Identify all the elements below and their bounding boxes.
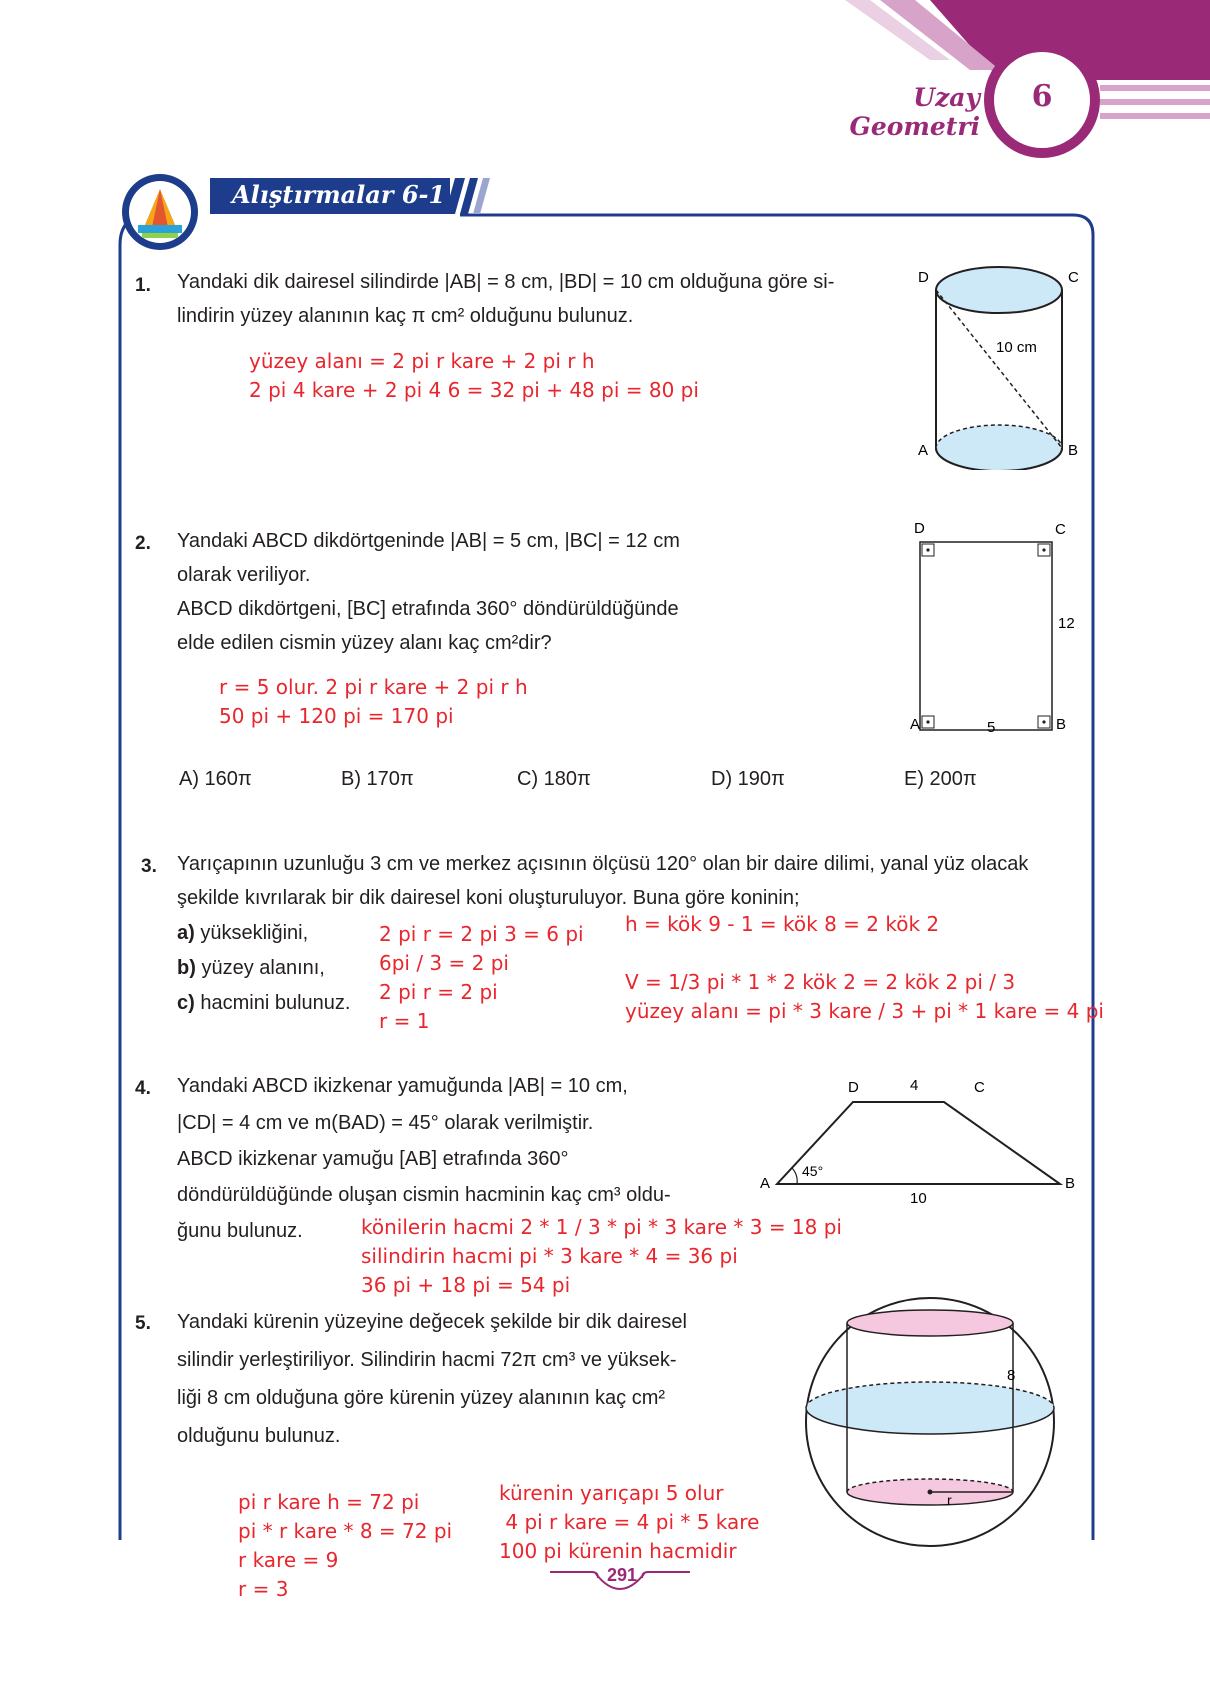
question-4-line-3: ABCD ikizkenar yamuğu [AB] etrafında 360°	[177, 1148, 569, 1170]
question-3-handwriting-left-1: 2 pi r = 2 pi 3 = 6 pi	[379, 922, 584, 946]
question-3-part-c-text: hacmini bulunuz.	[200, 992, 351, 1014]
cylinder-label-b: B	[1068, 442, 1079, 459]
question-3-part-a-key: a)	[177, 922, 195, 944]
question-1-line-1: Yandaki dik dairesel silindirde |AB| = 8 cm, |BD| = 10 cm olduğuna göre si-	[177, 271, 835, 293]
question-5-line-4: olduğunu bulunuz.	[177, 1425, 341, 1447]
question-4-number: 4.	[135, 1078, 151, 1099]
question-4-handwriting-3: 36 pi + 18 pi = 54 pi	[361, 1273, 571, 1297]
rectangle-label-c: C	[1055, 521, 1066, 538]
question-5-handwriting-right-2: 4 pi r kare = 4 pi * 5 kare	[499, 1510, 760, 1534]
trapezoid-label-d: D	[848, 1079, 859, 1096]
question-1-handwriting-2: 2 pi 4 kare + 2 pi 4 6 = 32 pi + 48 pi = 80 pi	[249, 378, 699, 402]
question-2-option-b[interactable]: B) 170π	[341, 768, 414, 790]
question-5-handwriting-left-2: pi * r kare * 8 = 72 pi	[238, 1519, 453, 1543]
question-3-handwriting-right-top: h = kök 9 - 1 = kök 8 = 2 kök 2	[625, 912, 940, 936]
question-2-handwriting-2: 50 pi + 120 pi = 170 pi	[219, 704, 454, 728]
cylinder-label-a: A	[918, 442, 929, 459]
question-2-line-4: elde edilen cismin yüzey alanı kaç cm²dir?	[177, 632, 552, 654]
sphere-label-height: 8	[1007, 1367, 1016, 1384]
question-4-line-5: ğunu bulunuz.	[177, 1220, 303, 1242]
question-4-line-1: Yandaki ABCD ikizkenar yamuğunda |AB| = 10 cm,	[177, 1075, 628, 1097]
rectangle-label-b: B	[1056, 716, 1067, 733]
cylinder-figure	[900, 260, 1100, 470]
question-2-option-c[interactable]: C) 180π	[517, 768, 591, 790]
question-5-line-2: silindir yerleştiriliyor. Silindirin hacmi 72π cm³ ve yüksek-	[177, 1349, 677, 1371]
question-1-handwriting-1: yüzey alanı = 2 pi r kare + 2 pi r h	[249, 349, 595, 373]
question-5-handwriting-left-4: r = 3	[238, 1577, 289, 1601]
question-5-handwriting-right-3: 100 pi kürenin hacmidir	[499, 1539, 737, 1563]
trapezoid-figure	[750, 1070, 1080, 1215]
trapezoid-label-angle: 45°	[802, 1163, 824, 1179]
question-3-part-c-key: c)	[177, 992, 195, 1014]
question-5-handwriting-left-1: pi r kare h = 72 pi	[238, 1490, 420, 1514]
question-2-option-e[interactable]: E) 200π	[904, 768, 977, 790]
rectangle-label-d: D	[914, 520, 925, 537]
sphere-cylinder-figure	[800, 1295, 1060, 1550]
header-title: Uzay Geometri	[849, 83, 980, 141]
question-3-part-b	[177, 951, 325, 985]
question-2-option-d[interactable]: D) 190π	[711, 768, 785, 790]
question-4-handwriting-2: silindirin hacmi pi * 3 kare * 4 = 36 pi	[361, 1244, 738, 1268]
cylinder-label-d: D	[918, 269, 929, 286]
question-3-handwriting-right-2: yüzey alanı = pi * 3 kare / 3 + pi * 1 kare = 4 pi	[625, 999, 1104, 1023]
question-5-number: 5.	[135, 1313, 151, 1334]
question-4-handwriting-1: könilerin hacmi 2 * 1 / 3 * pi * 3 kare * 3 = 18 pi	[361, 1215, 842, 1239]
sphere-label-radius: r	[947, 1492, 952, 1508]
question-2-line-2: olarak veriliyor.	[177, 564, 311, 586]
question-5-handwriting-left-3: r kare = 9	[238, 1548, 339, 1572]
question-3-handwriting-left-4: r = 1	[379, 1009, 430, 1033]
question-4-line-4: döndürüldüğünde oluşan cismin hacminin kaç cm³ oldu-	[177, 1184, 671, 1206]
chapter-number: 6	[1031, 79, 1053, 114]
page-number: 291	[606, 1565, 638, 1585]
rectangle-label-a: A	[910, 716, 921, 733]
question-3-number: 3.	[141, 856, 157, 877]
trapezoid-label-b: B	[1065, 1175, 1076, 1192]
question-3-part-a	[177, 916, 308, 950]
question-2-option-a[interactable]: A) 160π	[179, 768, 252, 790]
cylinder-label-c: C	[1068, 269, 1079, 286]
question-3-handwriting-right-1: V = 1/3 pi * 1 * 2 kök 2 = 2 kök 2 pi / 3	[625, 970, 1016, 994]
rectangle-label-side: 12	[1058, 615, 1075, 632]
question-5-line-3: liği 8 cm olduğuna göre kürenin yüzey alanının kaç cm²	[177, 1387, 666, 1409]
question-3-part-c	[177, 986, 350, 1020]
trapezoid-label-a: A	[760, 1175, 771, 1192]
trapezoid-label-top: 4	[910, 1077, 919, 1094]
question-2-line-1: Yandaki ABCD dikdörtgeninde |AB| = 5 cm, |BC| = 12 cm	[177, 530, 680, 552]
trophy-icon	[132, 183, 188, 241]
question-3-line-1: Yarıçapının uzunluğu 3 cm ve merkez açısının ölçüsü 120° olan bir daire dilimi, yanal yüz olacak	[177, 853, 1029, 875]
question-3-part-a-text: yüksekliğini,	[200, 922, 309, 944]
trapezoid-label-c: C	[974, 1079, 985, 1096]
question-3-handwriting-left-3: 2 pi r = 2 pi	[379, 980, 498, 1004]
question-3-part-b-text: yüzey alanını,	[201, 957, 325, 979]
cylinder-label-length: 10 cm	[996, 339, 1037, 356]
question-2-number: 2.	[135, 533, 151, 554]
section-title: Alıştırmalar 6-1	[232, 180, 446, 209]
question-3-part-b-key: b)	[177, 957, 196, 979]
trapezoid-label-bottom: 10	[910, 1190, 927, 1207]
question-2-handwriting-1: r = 5 olur. 2 pi r kare + 2 pi r h	[219, 675, 528, 699]
rectangle-figure	[900, 515, 1090, 735]
question-1-line-2: lindirin yüzey alanının kaç π cm² olduğunu bulunuz.	[177, 305, 634, 327]
question-4-line-2: |CD| = 4 cm ve m(BAD) = 45° olarak verilmiştir.	[177, 1112, 594, 1134]
question-3-handwriting-left-2: 6pi / 3 = 2 pi	[379, 951, 509, 975]
question-5-handwriting-right-1: kürenin yarıçapı 5 olur	[499, 1481, 724, 1505]
question-5-line-1: Yandaki kürenin yüzeyine değecek şekilde bir dik dairesel	[177, 1311, 687, 1333]
question-1-number: 1.	[135, 275, 151, 296]
rectangle-label-base: 5	[987, 719, 996, 735]
question-3-line-2: şekilde kıvrılarak bir dik dairesel koni oluşturuluyor. Buna göre koninin;	[177, 887, 800, 909]
question-2-line-3: ABCD dikdörtgeni, [BC] etrafında 360° döndürüldüğünde	[177, 598, 679, 620]
